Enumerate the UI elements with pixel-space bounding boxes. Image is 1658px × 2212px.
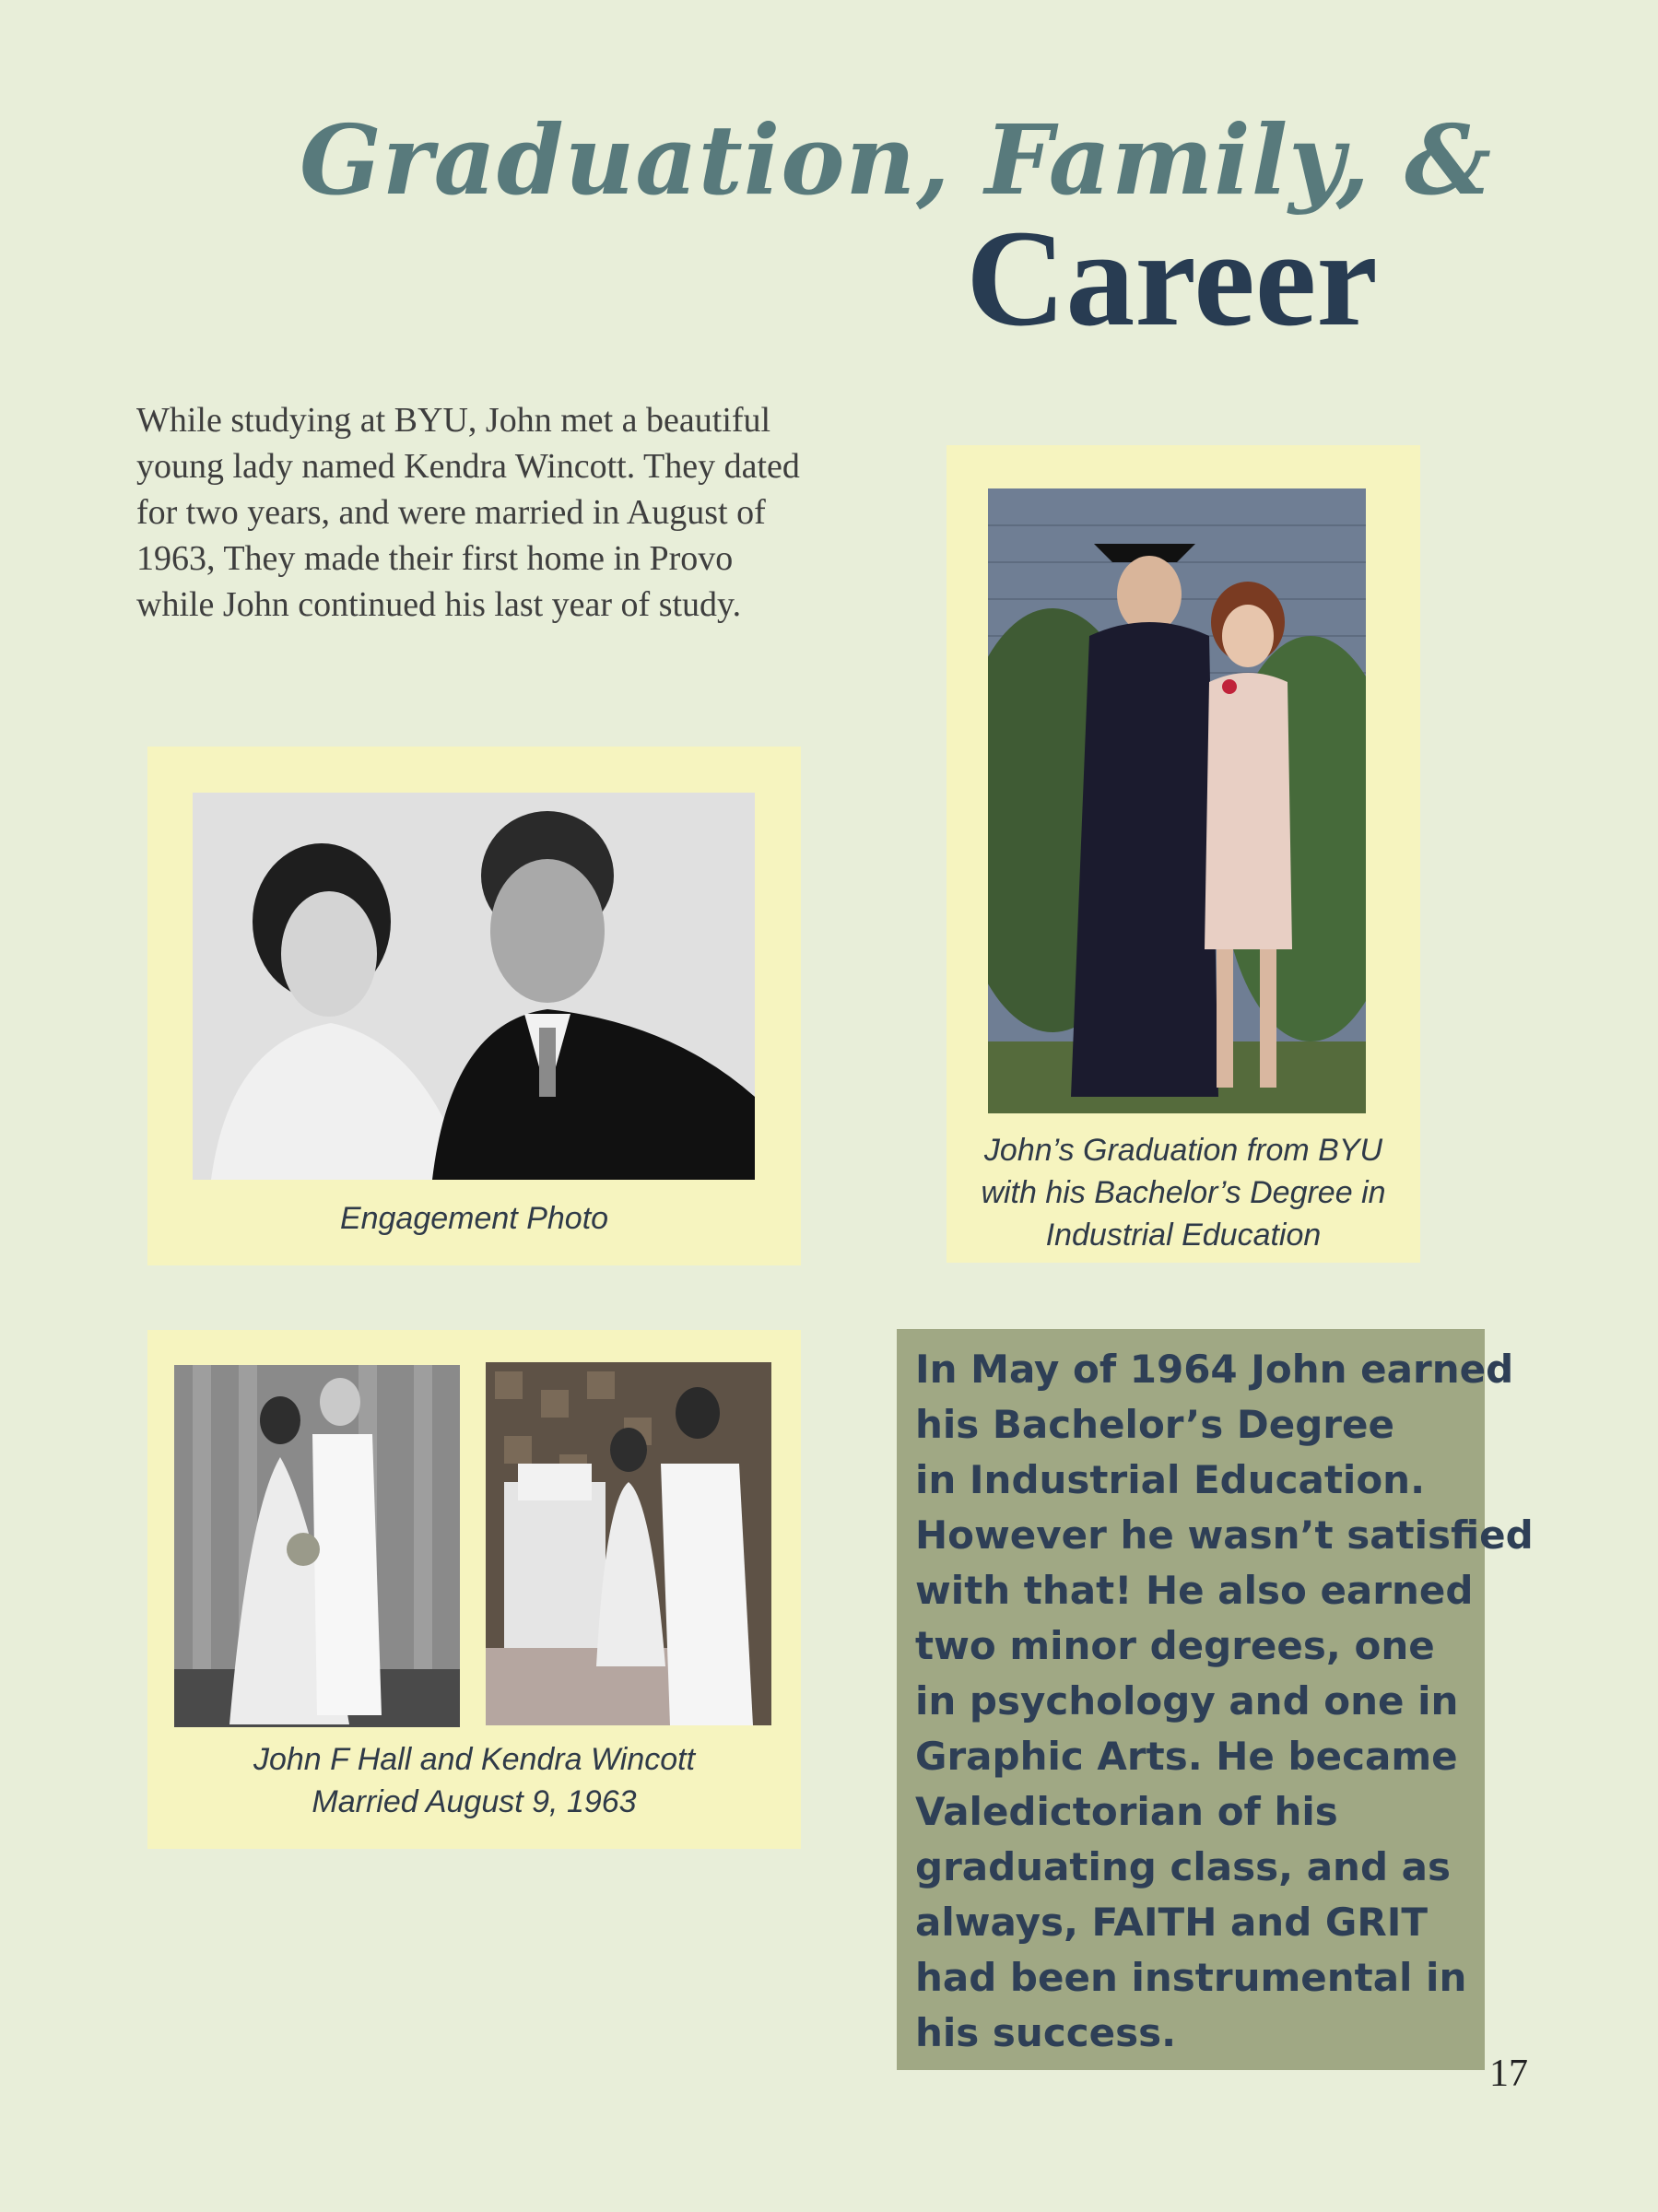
engagement-photo-frame bbox=[147, 747, 801, 1265]
wedding-cake-photo bbox=[486, 1362, 771, 1725]
callout-line: his success. bbox=[915, 2010, 1177, 2055]
graduation-photo-frame bbox=[947, 445, 1420, 1263]
callout-line: his Bachelor’s Degree bbox=[915, 1402, 1394, 1447]
graduation-caption-line-2: with his Bachelor’s Degree in bbox=[981, 1175, 1386, 1210]
callout-line: two minor degrees, one bbox=[915, 1623, 1435, 1668]
graduation-photo bbox=[988, 488, 1366, 1113]
engagement-photo bbox=[193, 793, 755, 1180]
wedding-photos-caption bbox=[147, 1738, 801, 1823]
page-title-script: Graduation, Family, & bbox=[300, 103, 1493, 217]
page-title-main: Career bbox=[966, 202, 1378, 355]
callout-line: with that! He also earned bbox=[915, 1568, 1474, 1613]
wedding-photos-frame bbox=[147, 1330, 801, 1849]
callout-line: always, FAITH and GRIT bbox=[915, 1900, 1428, 1945]
wedding-caption-line-1: John F Hall and Kendra Wincott bbox=[253, 1742, 696, 1777]
graduation-caption-line-1: John’s Graduation from BYU bbox=[983, 1133, 1383, 1168]
intro-paragraph: While studying at BYU, John met a beautiful young lady named Kendra Wincott. They dated for two years, and were married in August of 1963, They made their first home in Provo while John continued his last year of study. bbox=[136, 401, 800, 624]
graduation-caption-line-3: Industrial Education bbox=[1045, 1218, 1322, 1253]
wedding-caption-line-2: Married August 9, 1963 bbox=[312, 1784, 637, 1819]
page-number: 17 bbox=[1489, 2053, 1528, 2095]
callout-line: Valedictorian of his bbox=[915, 1789, 1338, 1834]
callout-line: in Industrial Education. bbox=[915, 1457, 1426, 1502]
callout-line: In May of 1964 John earned bbox=[915, 1347, 1514, 1392]
callout-line: However he wasn’t satisfied bbox=[915, 1512, 1534, 1558]
achievement-callout bbox=[897, 1329, 1534, 2070]
callout-line: had been instrumental in bbox=[915, 1955, 1467, 2000]
engagement-photo-caption: Engagement Photo bbox=[339, 1201, 609, 1236]
callout-line: graduating class, and as bbox=[915, 1844, 1451, 1889]
callout-line: in psychology and one in bbox=[915, 1678, 1459, 1724]
wedding-portrait-photo bbox=[174, 1365, 460, 1727]
graduation-photo-caption bbox=[947, 1129, 1420, 1256]
callout-line: Graphic Arts. He became bbox=[915, 1734, 1458, 1779]
